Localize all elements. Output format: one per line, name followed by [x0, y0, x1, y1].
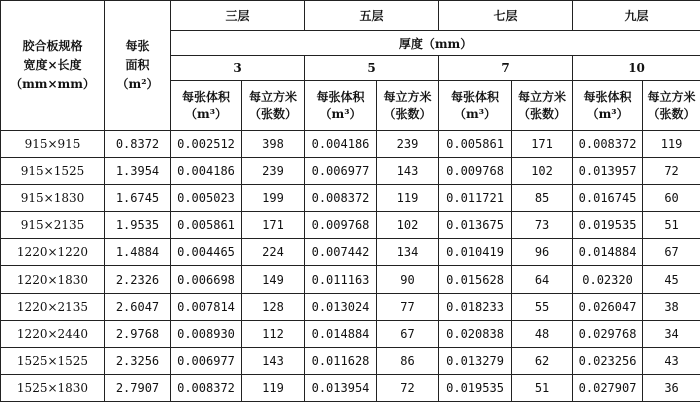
table-row: [1, 185, 700, 212]
volume-cell-5mm: 0.008372: [305, 185, 377, 212]
table-row: [1, 320, 700, 347]
count-header-unit: （张数）: [647, 106, 696, 121]
count-cell-3mm: 128: [242, 293, 305, 320]
count-cell-3mm: 224: [242, 239, 305, 266]
area-cell: 1.9535: [105, 212, 171, 239]
spec-cell: 915×2135: [1, 212, 105, 239]
count-header-label: 每立方米: [383, 89, 432, 104]
volume-cell-5mm: 0.004186: [305, 131, 377, 158]
volume-header-unit: （m³）: [319, 106, 362, 121]
count-header-unit: （张数）: [383, 106, 432, 121]
layer-header-5: 五层: [305, 1, 439, 31]
volume-cell-7mm: 0.020838: [439, 320, 512, 347]
volume-cell-5mm: 0.007442: [305, 239, 377, 266]
count-header: [242, 81, 305, 131]
spec-cell: 915×915: [1, 131, 105, 158]
count-cell-7mm: 64: [512, 266, 573, 293]
volume-cell-7mm: 0.009768: [439, 158, 512, 185]
count-header-label: 每立方米: [518, 89, 567, 104]
thickness-value-3: 3: [171, 56, 305, 81]
table-row: [1, 374, 700, 401]
volume-header-label: 每张体积: [583, 89, 632, 104]
volume-cell-5mm: 0.013954: [305, 374, 377, 401]
count-header: [377, 81, 439, 131]
volume-header: [439, 81, 512, 131]
volume-cell-7mm: 0.005861: [439, 131, 512, 158]
volume-cell-3mm: 0.004186: [171, 158, 242, 185]
count-cell-10mm: 34: [643, 320, 700, 347]
volume-cell-7mm: 0.015628: [439, 266, 512, 293]
count-cell-10mm: 43: [643, 347, 700, 374]
area-cell: 2.9768: [105, 320, 171, 347]
volume-header-unit: （m³）: [586, 106, 629, 121]
spec-cell: 1220×2440: [1, 320, 105, 347]
table-row: [1, 347, 700, 374]
spec-cell: 1220×1220: [1, 239, 105, 266]
count-cell-5mm: 239: [377, 131, 439, 158]
volume-cell-3mm: 0.008372: [171, 374, 242, 401]
count-cell-5mm: 72: [377, 374, 439, 401]
area-header-line2: 面积: [125, 58, 150, 72]
volume-header-label: 每张体积: [316, 89, 365, 104]
count-cell-10mm: 51: [643, 212, 700, 239]
volume-cell-3mm: 0.005023: [171, 185, 242, 212]
thickness-value-5: 5: [305, 56, 439, 81]
area-cell: 0.8372: [105, 131, 171, 158]
count-header-label: 每立方米: [249, 89, 298, 104]
volume-cell-3mm: 0.008930: [171, 320, 242, 347]
count-cell-5mm: 90: [377, 266, 439, 293]
count-cell-7mm: 48: [512, 320, 573, 347]
count-cell-5mm: 119: [377, 185, 439, 212]
count-cell-7mm: 51: [512, 374, 573, 401]
table-row: [1, 131, 700, 158]
count-cell-10mm: 67: [643, 239, 700, 266]
volume-cell-10mm: 0.023256: [573, 347, 643, 374]
area-cell: 1.3954: [105, 158, 171, 185]
area-cell: 2.2326: [105, 266, 171, 293]
count-cell-5mm: 134: [377, 239, 439, 266]
volume-cell-7mm: 0.019535: [439, 374, 512, 401]
volume-cell-10mm: 0.02320: [573, 266, 643, 293]
count-cell-7mm: 62: [512, 347, 573, 374]
volume-cell-3mm: 0.007814: [171, 293, 242, 320]
count-header: [643, 81, 700, 131]
volume-cell-3mm: 0.006977: [171, 347, 242, 374]
volume-header: [305, 81, 377, 131]
count-cell-10mm: 38: [643, 293, 700, 320]
area-header-line1: 每张: [125, 39, 150, 53]
count-cell-7mm: 55: [512, 293, 573, 320]
area-header-unit: （m²）: [116, 77, 159, 91]
spec-header-line2: 宽度×长度: [23, 58, 82, 72]
volume-cell-10mm: 0.014884: [573, 239, 643, 266]
table-row: [1, 266, 700, 293]
volume-header: [573, 81, 643, 131]
volume-header: [171, 81, 242, 131]
table-header: [1, 1, 700, 131]
table-body: [1, 131, 700, 402]
volume-cell-5mm: 0.013024: [305, 293, 377, 320]
volume-header-label: 每张体积: [181, 89, 230, 104]
volume-cell-10mm: 0.016745: [573, 185, 643, 212]
volume-cell-3mm: 0.005861: [171, 212, 242, 239]
spec-header-line1: 胶合板规格: [22, 39, 83, 53]
table-row: [1, 212, 700, 239]
count-cell-7mm: 85: [512, 185, 573, 212]
count-cell-7mm: 102: [512, 158, 573, 185]
count-cell-5mm: 67: [377, 320, 439, 347]
thickness-value-10: 10: [573, 56, 700, 81]
area-cell: 2.6047: [105, 293, 171, 320]
count-cell-3mm: 398: [242, 131, 305, 158]
count-header-label: 每立方米: [647, 89, 696, 104]
count-cell-3mm: 119: [242, 374, 305, 401]
count-cell-5mm: 102: [377, 212, 439, 239]
area-cell: 1.6745: [105, 185, 171, 212]
table-row: [1, 158, 700, 185]
volume-header-label: 每张体积: [451, 89, 500, 104]
count-cell-5mm: 77: [377, 293, 439, 320]
count-cell-5mm: 86: [377, 347, 439, 374]
count-cell-3mm: 149: [242, 266, 305, 293]
area-column-header: [105, 1, 171, 131]
count-cell-7mm: 73: [512, 212, 573, 239]
spec-cell: 915×1830: [1, 185, 105, 212]
volume-header-unit: （m³）: [185, 106, 227, 121]
volume-cell-10mm: 0.013957: [573, 158, 643, 185]
count-cell-3mm: 199: [242, 185, 305, 212]
volume-cell-10mm: 0.019535: [573, 212, 643, 239]
spec-cell: 1525×1525: [1, 347, 105, 374]
spec-header-line3: （mm×mm）: [10, 77, 95, 91]
volume-cell-10mm: 0.027907: [573, 374, 643, 401]
layer-header-3: 三层: [171, 1, 305, 31]
area-cell: 2.7907: [105, 374, 171, 401]
spec-cell: 1220×2135: [1, 293, 105, 320]
volume-cell-7mm: 0.010419: [439, 239, 512, 266]
spec-cell: 1525×1830: [1, 374, 105, 401]
thickness-value-7: 7: [439, 56, 573, 81]
volume-cell-7mm: 0.013675: [439, 212, 512, 239]
volume-cell-10mm: 0.008372: [573, 131, 643, 158]
volume-cell-7mm: 0.013279: [439, 347, 512, 374]
volume-cell-5mm: 0.011163: [305, 266, 377, 293]
thickness-header: 厚度（mm）: [171, 31, 700, 56]
volume-cell-10mm: 0.029768: [573, 320, 643, 347]
count-header-unit: （张数）: [249, 106, 298, 121]
count-cell-10mm: 45: [643, 266, 700, 293]
layer-header-7: 七层: [439, 1, 573, 31]
volume-cell-7mm: 0.018233: [439, 293, 512, 320]
count-cell-10mm: 36: [643, 374, 700, 401]
table-row: [1, 239, 700, 266]
table-row: [1, 293, 700, 320]
volume-cell-7mm: 0.011721: [439, 185, 512, 212]
count-header-unit: （张数）: [518, 106, 567, 121]
count-header: [512, 81, 573, 131]
area-cell: 1.4884: [105, 239, 171, 266]
volume-cell-3mm: 0.004465: [171, 239, 242, 266]
volume-cell-3mm: 0.002512: [171, 131, 242, 158]
spec-cell: 915×1525: [1, 158, 105, 185]
count-cell-10mm: 60: [643, 185, 700, 212]
count-cell-3mm: 171: [242, 212, 305, 239]
volume-cell-5mm: 0.011628: [305, 347, 377, 374]
layer-header-9: 九层: [573, 1, 700, 31]
count-cell-10mm: 72: [643, 158, 700, 185]
count-cell-5mm: 143: [377, 158, 439, 185]
spec-cell: 1220×1830: [1, 266, 105, 293]
area-cell: 2.3256: [105, 347, 171, 374]
spec-column-header: [1, 1, 105, 131]
count-cell-10mm: 119: [643, 131, 700, 158]
volume-cell-3mm: 0.006698: [171, 266, 242, 293]
count-cell-3mm: 239: [242, 158, 305, 185]
count-cell-7mm: 171: [512, 131, 573, 158]
count-cell-7mm: 96: [512, 239, 573, 266]
volume-cell-5mm: 0.009768: [305, 212, 377, 239]
count-cell-3mm: 112: [242, 320, 305, 347]
count-cell-3mm: 143: [242, 347, 305, 374]
volume-header-unit: （m³）: [454, 106, 497, 121]
volume-cell-5mm: 0.014884: [305, 320, 377, 347]
volume-cell-10mm: 0.026047: [573, 293, 643, 320]
volume-cell-5mm: 0.006977: [305, 158, 377, 185]
